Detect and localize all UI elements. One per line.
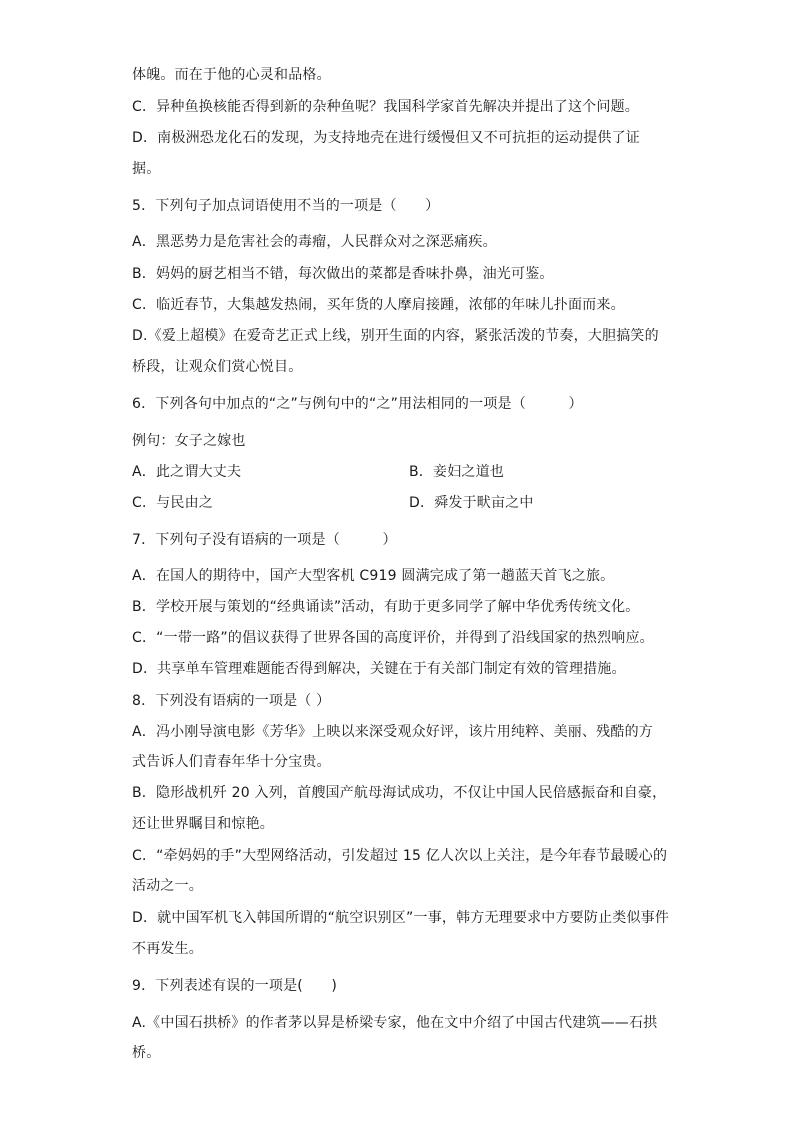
text-line: 体魄。而在于他的心灵和品格。 [132, 67, 331, 83]
question-5: 5．下列句子加点词语使用不当的一项是（ ） [132, 198, 440, 214]
option-a-line: A．黑恶势力是危害社会的毒瘤，人民群众对之深恶痛疾。 [132, 234, 497, 250]
option-d-line: D．南极洲恐龙化石的发现，为支持地壳在进行缓慢但又不可抗拒的运动提供了证 [132, 130, 640, 146]
option-c-line: C．与民由之 [132, 495, 213, 511]
text-line: 桥。 [132, 1045, 161, 1061]
option-d-line: D．就中国军机飞入韩国所谓的“航空识别区”一事，韩方无理要求中方要防止类似事件 [132, 910, 670, 926]
option-a-line: A.《中国石拱桥》的作者茅以昇是桥梁专家，他在文中介绍了中国古代建筑——石拱 [132, 1015, 658, 1031]
option-d-line: D．舜发于畎亩之中 [409, 495, 534, 511]
question-9: 9．下列表述有误的一项是( ) [132, 978, 338, 994]
option-b-line: B．学校开展与策划的“经典诵读”活动，有助于更多同学了解中华优秀传统文化。 [132, 599, 640, 615]
option-d-line: D.《爱上超模》在爱奇艺正式上线，别开生面的内容，紧张活泼的节奏，大胆搞笑的 [132, 328, 659, 344]
option-a-line: A．冯小刚导演电影《芳华》上映以来深受观众好评，该片用纯粹、美丽、残酷的方 [132, 724, 653, 740]
text-line: 活动之一。 [132, 878, 203, 894]
question-8: 8．下列没有语病的一项是（ ） [132, 693, 331, 709]
option-c-line: C．“牵妈妈的手”大型网络活动，引发超过 15 亿人次以上关注，是今年春节最暖心的 [132, 848, 668, 864]
option-a-line: A．此之谓大丈夫 [132, 464, 242, 480]
text-line: 不再发生。 [132, 941, 203, 957]
text-line: 还让世界瞩目和惊艳。 [132, 816, 274, 832]
option-b-line: B．妈妈的厨艺相当不错，每次做出的菜都是香味扑鼻，油光可鉴。 [132, 266, 554, 282]
option-c-line: C．“一带一路”的倡议获得了世界各国的高度评价，并得到了沿线国家的热烈响应。 [132, 630, 654, 646]
question-6: 6．下列各句中加点的“之”与例句中的“之”用法相同的一项是（ ） [132, 396, 583, 412]
option-c-line: C．临近春节，大集越发热闹，买年货的人摩肩接踵，浓郁的年味儿扑面而来。 [132, 297, 625, 313]
text-line: 式告诉人们青春年华十分宝贵。 [132, 754, 331, 770]
example-sentence: 例句：女子之嫁也 [132, 433, 246, 449]
option-d-line: D．共享单车管理难题能否得到解决，关键在于有关部门制定有效的管理措施。 [132, 661, 626, 677]
option-b-line: B．妾妇之道也 [409, 464, 505, 480]
text-line: 据。 [132, 161, 161, 177]
option-a-line: A．在国人的期待中，国产大型客机 C919 圆满完成了第一趟蓝天首飞之旅。 [132, 568, 615, 584]
option-c-line: C．异种鱼换核能否得到新的杂种鱼呢？我国科学家首先解决并提出了这个问题。 [132, 99, 639, 115]
question-7: 7．下列句子没有语病的一项是（ ） [132, 532, 397, 548]
text-line: 桥段，让观众们赏心悦目。 [132, 359, 303, 375]
option-b-line: B．隐形战机歼 20 入列，首艘国产航母海试成功，不仅让中国人民倍感振奋和自豪， [132, 785, 667, 801]
